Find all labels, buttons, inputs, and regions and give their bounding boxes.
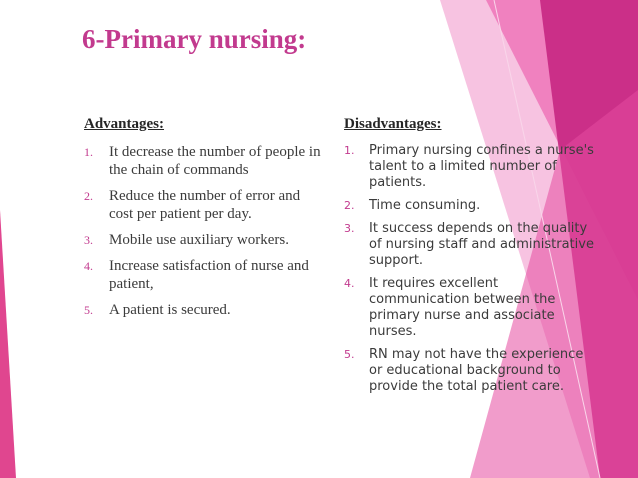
item-number: 5.	[344, 348, 355, 361]
item-number: 4.	[344, 277, 355, 290]
advantages-heading: Advantages:	[84, 116, 165, 132]
item-number: 1.	[84, 145, 93, 159]
item-text: It decrease the number of people in the chain of commands	[109, 144, 321, 178]
item-text: Primary nursing confines a nurse's talent to a limited number of patients.	[369, 143, 594, 190]
list-item	[344, 276, 600, 340]
item-text: It success depends on the quality of nursing staff and administrative support.	[369, 221, 594, 268]
item-number: 5.	[84, 303, 93, 317]
disadvantages-list	[344, 143, 600, 395]
disadvantages-section	[344, 116, 600, 402]
item-text: Mobile use auxiliary workers.	[109, 232, 289, 248]
item-text: Reduce the number of error and cost per patient per day.	[109, 188, 301, 222]
list-item	[84, 231, 324, 249]
item-text: A patient is secured.	[109, 302, 231, 318]
disadvantages-heading: Disadvantages:	[344, 116, 442, 132]
list-item	[344, 347, 600, 395]
item-text: Time consuming.	[369, 198, 481, 213]
item-text: It requires excellent communication between the primary nurse and associate nurses.	[369, 276, 556, 339]
list-item	[84, 187, 324, 223]
advantages-list	[84, 143, 324, 319]
item-number: 3.	[344, 222, 355, 235]
advantages-section	[84, 116, 324, 327]
list-item	[84, 143, 324, 179]
item-number: 2.	[84, 189, 93, 203]
item-number: 4.	[84, 259, 93, 273]
item-number: 2.	[344, 199, 355, 212]
slide-title: 6-Primary nursing:	[82, 24, 307, 54]
list-item	[344, 221, 600, 269]
item-number: 3.	[84, 233, 93, 247]
item-number: 1.	[344, 144, 355, 157]
item-text: RN may not have the experience or educational background to provide the total patient care.	[369, 347, 584, 394]
list-item	[84, 257, 324, 293]
item-text: Increase satisfaction of nurse and patient,	[109, 258, 309, 292]
list-item	[344, 143, 600, 191]
left-accent-bar	[0, 210, 16, 478]
list-item	[84, 301, 324, 319]
list-item	[344, 198, 600, 214]
